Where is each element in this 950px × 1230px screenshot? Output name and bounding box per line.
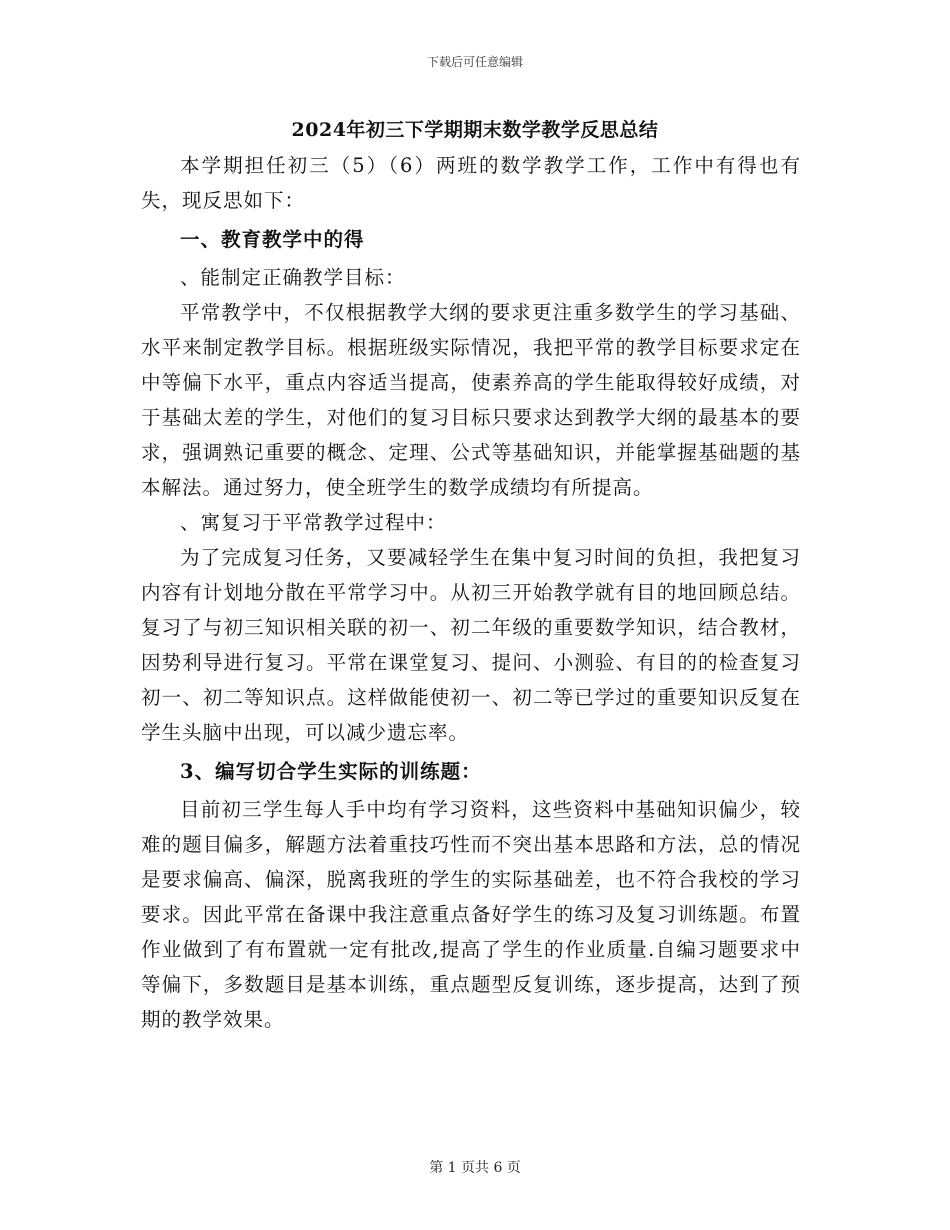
- subsection-heading-1: 、能制定正确教学目标：: [180, 266, 406, 289]
- document-title: 2024年初三下学期期末数学教学反思总结: [291, 119, 659, 141]
- subsection-paragraph-2: 为了完成复习任务，又要减轻学生在集中复习时间的负担，我把复习内容有计划地分散在平常学习中。从初三开始教学就有目的地回顾总结。复习了与初三知识相关联的初一、初二年级的重要数学知识，结合教材，因势利导进行复习。平常在课堂复习、提问、小测验、有目的的检查复习初一、初二等知识点。这样做能使初一、初二等已学过的重要知识反复在学生头脑中出现，可以减少遗忘率。: [141, 546, 801, 744]
- document-body: [141, 148, 801, 1037]
- header-note: 下载后可任意编辑: [426, 55, 523, 69]
- subsection-paragraph-1: 平常教学中，不仅根据教学大纲的要求更注重多数学生的学习基础、水平来制定教学目标。根据班级实际情况，我把平常的教学目标要求定在中等偏下水平，重点内容适当提高，使素养高的学生能取得较好成绩，对于基础太差的学生，对他们的复习目标只要求达到教学大纲的最基本的要求，强调熟记重要的概念、定理、公式等基础知识，并能掌握基础题的基本解法。通过努力，使全班学生的数学成绩均有所提高。: [141, 301, 801, 499]
- intro-paragraph: 本学期担任初三（5）（6）两班的数学教学工作，工作中有得也有失，现反思如下：: [141, 154, 801, 212]
- page-indicator: 第 1 页共 6 页: [429, 1160, 521, 1176]
- subsection-paragraph-3: 目前初三学生每人手中均有学习资料，这些资料中基础知识偏少，较难的题目偏多，解题方法着重技巧性而不突出基本思路和方法，总的情况是要求偏高、偏深，脱离我班的学生的实际基础差，也不符合我校的学习要求。因此平常在备课中我注意重点备好学生的练习及复习训练题。布置作业做到了有布置就一定有批改,提高了学生的作业质量.自编习题要求中等偏下，多数题目是基本训练，重点题型反复训练，逐步提高，达到了预期的教学效果。: [141, 798, 801, 1031]
- section-heading-1: 一、教育教学中的得: [180, 228, 365, 251]
- subsection-heading-3: 3、编写切合学生实际的训练题：: [180, 760, 482, 783]
- subsection-heading-2: 、寓复习于平常教学过程中：: [180, 511, 447, 534]
